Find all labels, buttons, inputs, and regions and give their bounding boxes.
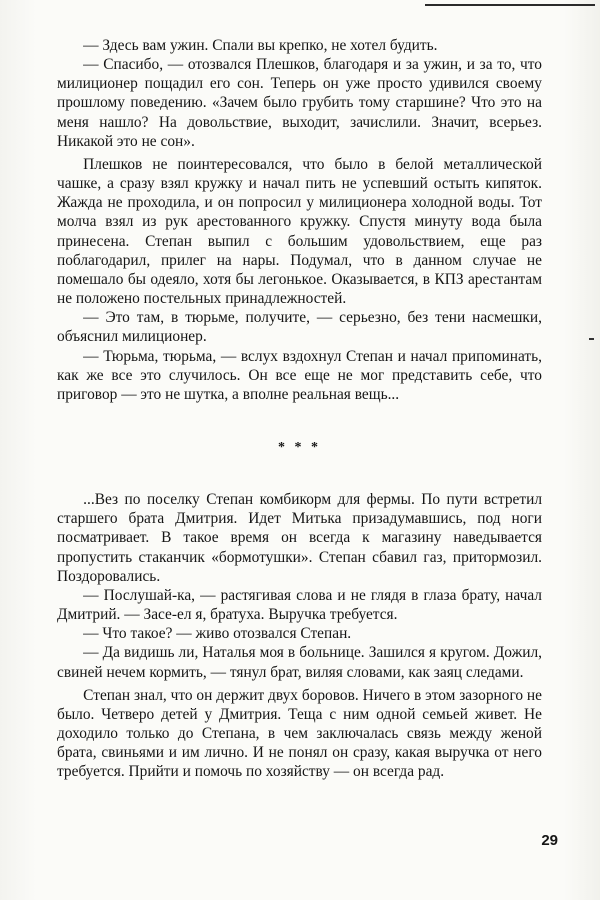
- section-separator: * * *: [278, 439, 321, 455]
- paragraph: Плешков не поинтересовался, что было в белой металлической чашке, а сразу взял кружку и начал пить не успевший остыть кипяток. Жажда не проходила, и он попросил у милиционера холодной воды. Тот молча взял из рук арестованного кружку. Спустя минуту вода была принесена. Степан выпил с большим удовольствием, еще раз поблагодарил, прилег на нары. Подумал, что в данном случае не помешало бы одеяло, хотя бы легонькое. Оказывается, в КПЗ арестантам не положено постельных принадлежностей.: [57, 155, 542, 308]
- paragraph: — Здесь вам ужин. Спали вы крепко, не хотел будить.: [83, 37, 438, 54]
- top-rule: [425, 4, 595, 6]
- paragraph: — Что такое? — живо отозвался Степан.: [83, 625, 352, 643]
- paragraph: — Тюрьма, тюрьма, — вслух вздохнул Степан и начал припоминать, как же все это случилось. Он все еще не мог представить себе, что приговор — это не шутка, а вполне реальная вещь...: [57, 347, 542, 403]
- paragraph: Степан знал, что он держит двух боровов. Ничего в этом зазорного не было. Четверо детей у Дмитрия. Теща с ним одной семьей живет. Не доходило только до Степана, в чем заключалась связь между женой брата, свиньями и им лично. И не понял он сразу, какая выручка от него требуется. Прийти и помочь по хозяйству — он всегда рад.: [57, 686, 542, 781]
- paragraph: ...Вез по поселку Степан комбикорм для фермы. По пути встретил старшего брата Дмитрия. Идет Митька призадумавшись, под ноги посматривает. В такое время он всегда к магазину наведывается пропустить стаканчик «бормотушки». Степан сбавил газ, притормозил. Поздоровались.: [57, 491, 542, 585]
- paragraph: — Это там, в тюрьме, получите, — серьезно, без тени насмешки, объяснил милиционер.: [57, 309, 542, 346]
- text-block: [57, 36, 542, 781]
- page-number: 29: [541, 832, 558, 849]
- paragraph: — Спасибо, — отозвался Плешков, благодаря и за ужин, и за то, что милиционер пощадил его сон. Теперь он уже просто удивился своему прошлому поведению. «Зачем было грубить тому старшине? Что это на меня нашло? На довольствие, выходит, зачислили. Значит, всерьез. Никакой это не сон».: [57, 56, 542, 150]
- paragraph: — Да видишь ли, Наталья моя в больнице. Зашился я кругом. Дожил, свиней нечем кормить, — тянул брат, виляя словами, как заяц следами.: [57, 644, 542, 681]
- edge-mark: [589, 338, 594, 340]
- paragraph: — Послушай-ка, — растягивая слова и не глядя в глаза брату, начал Дмитрий. — Засе-ел я, братуха. Выручка требуется.: [57, 586, 542, 624]
